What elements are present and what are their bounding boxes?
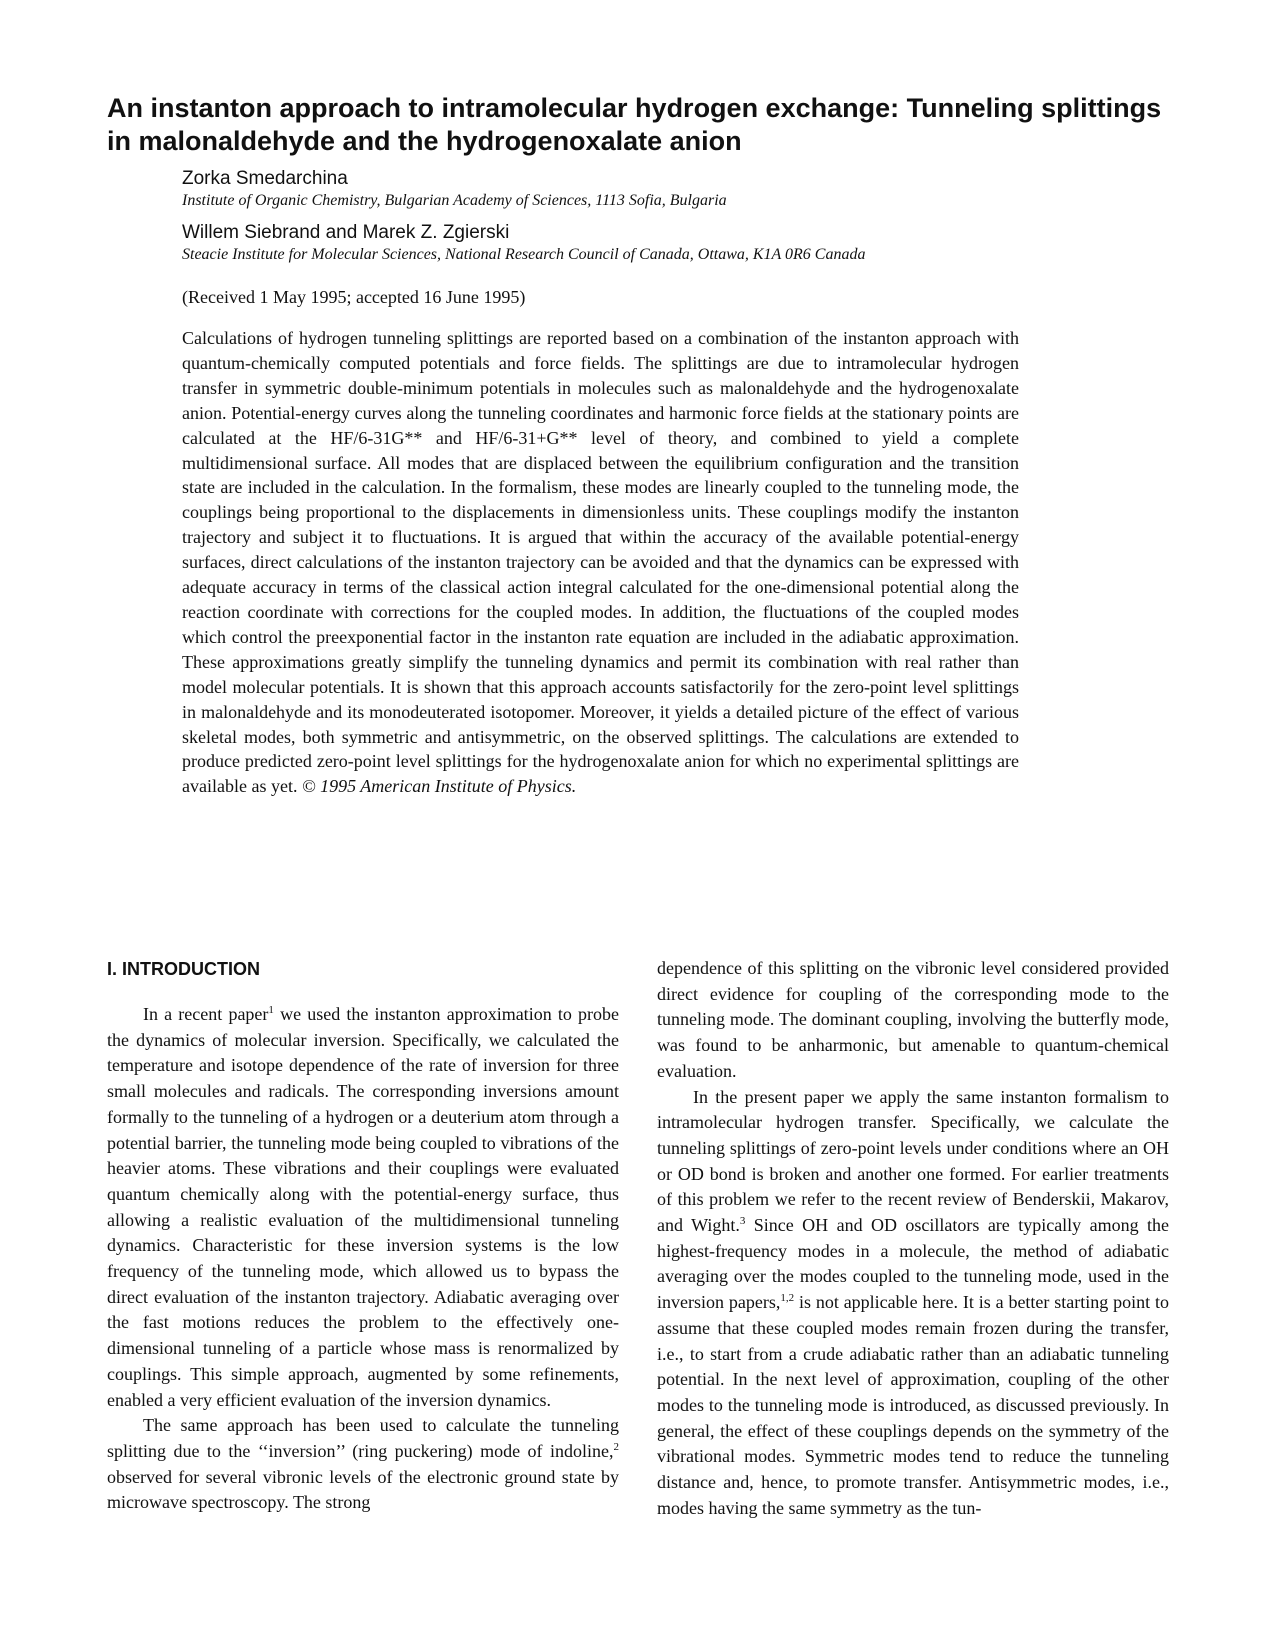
received-dates: (Received 1 May 1995; accepted 16 June 1995) bbox=[182, 287, 526, 307]
left-column bbox=[107, 958, 619, 1516]
intro-paragraph-1 bbox=[107, 1002, 619, 1413]
citation-ref: 1,2 bbox=[780, 1292, 795, 1305]
paper-title: An instanton approach to intramolecular hydrogen exchange: Tunneling splittings in malonaldehyde and the hydrogenoxalate anion bbox=[107, 93, 1162, 156]
paragraph-text: In a recent paper bbox=[143, 1004, 269, 1024]
right-column bbox=[657, 956, 1169, 1521]
intro-paragraph-2 bbox=[107, 1413, 619, 1516]
paragraph-text: is not applicable here. It is a better starting point to assume that these coupled modes remain frozen during the transfer, i.e., to start from a crude adiabatic rather than an adiabatic tunneling potential. In the next level of approximation, coupling of the other modes to the tunneling mode is introduced, as discussed previously. In general, the effect of these couplings depends on the symmetry of the vibrational modes. Symmetric modes tend to reduce the tunneling distance and, hence, to promote transfer. Antisymmetric modes, i.e., modes having the same symmetry as the tun- bbox=[657, 1292, 1170, 1518]
paragraph-text: Since OH and OD oscillators are typically among the highest-frequency modes in a molecule, the method of adiabatic averaging over the modes coupled to the tunneling mode, used in the inversion papers, bbox=[657, 1215, 1169, 1313]
paragraph-text: The same approach has been used to calculate the tunneling splitting due to the ‘‘inversion’’ (ring puckering) mode of indoline, bbox=[107, 1415, 619, 1461]
citation-ref: 3 bbox=[739, 1215, 746, 1228]
paragraph-text: we used the instanton approximation to probe the dynamics of molecular inversion. Specifically, we calculated the temperature and isotope dependence of the rate of inversion for three small molecules and radicals. The corresponding inversions amount formally to the tunneling of a hydrogen or a deuterium atom through a potential barrier, the tunneling mode being coupled to vibrations of the heavier atoms. These vibrations and their couplings were evaluated quantum chemically along with the potential-energy surface, thus allowing a realistic evaluation of the multidimensional tunneling dynamics. Characteristic for these inversion systems is the low frequency of the tunneling mode, which allowed us to bypass the direct evaluation of the instanton trajectory. Adiabatic averaging over the fast motions reduces the problem to the effectively one-dimensional tunneling of a particle whose mass is renormalized by couplings. This simple approach, augmented by some refinements, enabled a very efficient evaluation of the inversion dynamics. bbox=[107, 1004, 620, 1410]
abstract bbox=[182, 326, 1019, 799]
paragraph-text: observed for several vibronic levels of the electronic ground state by microwave spectroscopy. The strong bbox=[107, 1466, 619, 1513]
author-name: Willem Siebrand and Marek Z. Zgierski bbox=[182, 222, 510, 243]
citation-ref: 2 bbox=[613, 1440, 619, 1453]
author-name: Zorka Smedarchina bbox=[182, 168, 348, 189]
intro-paragraph-3 bbox=[657, 1085, 1169, 1522]
intro-paragraph-continued: dependence of this splitting on the vibronic level considered provided direct evidence for coupling of the corresponding mode to the tunneling mode. The dominant coupling, involving the butterfly mode, was found to be anharmonic, but amenable to quantum-chemical evaluation. bbox=[657, 958, 1169, 1081]
abstract-body: Calculations of hydrogen tunneling splittings are reported based on a combination of the instanton approach with quantum-chemically computed potentials and force fields. The splittings are due to intramolecular hydrogen transfer in symmetric double-minimum potentials in molecules such as malonaldehyde and the hydrogenoxalate anion. Potential-energy curves along the tunneling coordinates and harmonic force fields at the stationary points are calculated at the HF/6-31G** and HF/6-31+G** level of theory, and combined to yield a complete multidimensional surface. All modes that are displaced between the equilibrium configuration and the transition state are included in the calculation. In the formalism, these modes are linearly coupled to the tunneling mode, the couplings being proportional to the displacements in dimensionless units. These couplings modify the instanton trajectory and subject it to fluctuations. It is argued that within the accuracy of the available potential-energy surfaces, direct calculations of the instanton trajectory can be avoided and that the dynamics can be expressed with adequate accuracy in terms of the classical action integral calculated for the one-dimensional potential along the reaction coordinate with corrections for the coupled modes. In addition, the fluctuations of the coupled modes which control the preexponential factor in the instanton rate equation are included in the adiabatic approximation. These approximations greatly simplify the tunneling dynamics and permit its combination with real rather than model molecular potentials. It is shown that this approach accounts satisfactorily for the zero-point level splittings in malonaldehyde and its monodeuterated isotopomer. Moreover, it yields a detailed picture of the effect of various skeletal modes, both symmetric and antisymmetric, on the observed splittings. The calculations are extended to produce predicted zero-point level splittings for the hydrogenoxalate anion for which no experimental splittings are available as yet. bbox=[182, 328, 1019, 797]
author-affiliation: Steacie Institute for Molecular Sciences, National Research Council of Canada, Ottawa, K1A 0R6 Canada bbox=[182, 246, 866, 263]
paragraph-text: In the present paper we apply the same instanton formalism to intramolecular hydrogen transfer. Specifically, we calculate the tunneling splittings of zero-point levels under conditions where an OH or OD bond is broken and another one formed. For earlier treatments of this problem we refer to the recent review of Benderskii, Makarov, and Wight. bbox=[657, 1086, 1169, 1236]
copyright-notice: © 1995 American Institute of Physics. bbox=[301, 776, 577, 797]
section-heading: I. INTRODUCTION bbox=[107, 959, 260, 979]
author-block-1 bbox=[182, 167, 1022, 211]
author-affiliation: Institute of Organic Chemistry, Bulgarian Academy of Sciences, 1113 Sofia, Bulgaria bbox=[182, 192, 727, 209]
author-block-2 bbox=[182, 221, 1022, 265]
citation-ref: 1 bbox=[268, 1004, 274, 1016]
